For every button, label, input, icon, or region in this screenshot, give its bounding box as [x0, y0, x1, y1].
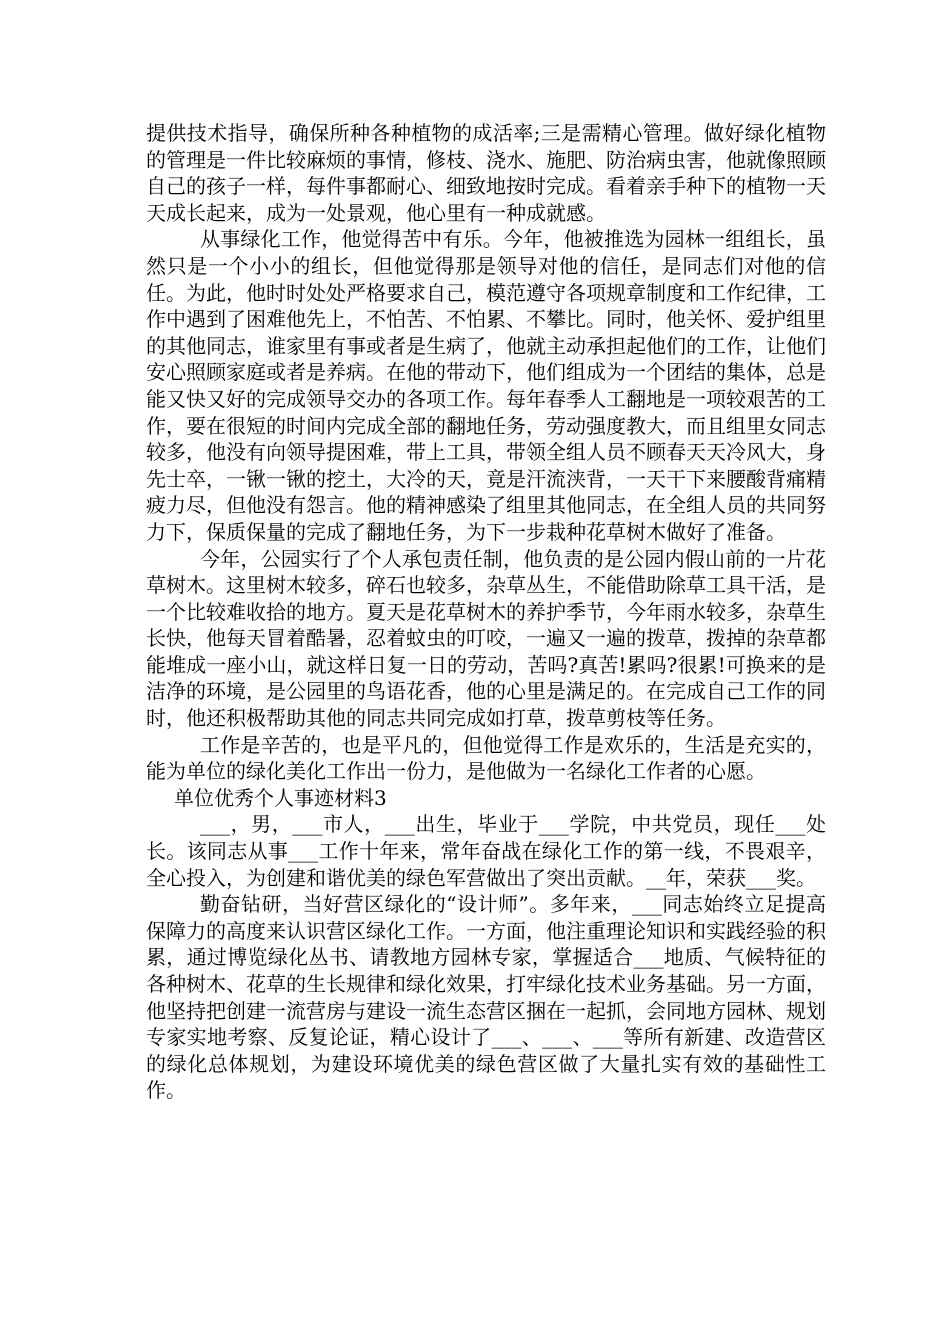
paragraph-group-leader: 从事绿化工作，他觉得苦中有乐。今年，他被推选为园林一组组长，虽然只是一个小小的组长，但他觉得那是领导对他的信任，是同志们对他的信任。为此，他时时处处严格要求自己，模范遵守各项规章制度和工作纪律，工作中遇到了困难他先上，不怕苦、不怕累、不攀比。同时，他关怀、爱护组里的其他同志，谁家里有事或者是生病了，他就主动承担起他们的工作，让他们安心照顾家庭或者是养病。在他的带动下，他们组成为一个团结的集体，总是能又快又好的完成领导交办的各项工作。每年春季人工翻地是一项较艰苦的工作，要在很短的时间内完成全部的翻地任务，劳动强度教大，而且组里女同志较多，他没有向领导提困难，带上工具，带领全组人员不顾春天天冷风大，身先士卒，一锹一锹的挖土，大冷的天，竟是汗流浃背，一天干下来腰酸背痛精疲力尽，但他没有怨言。他的精神感染了组里其他同志，在全组人员的共同努力下，保质保量的完成了翻地任务，为下一步栽种花草树木做好了准备。 — [146, 227, 826, 544]
paragraph-work-wish: 工作是辛苦的，也是平凡的，但他觉得工作是欢乐的，生活是充实的，能为单位的绿化美化工作出一份力，是他做为一名绿化工作者的心愿。 — [146, 732, 826, 784]
section-heading: 单位优秀个人事迹材料3 — [174, 785, 387, 810]
paragraph-contract-responsibility: 今年，公园实行了个人承包责任制，他负责的是公园内假山前的一片花草树木。这里树木较多，碎石也较多，杂草丛生，不能借助除草工具干活，是一个比较难收拾的地方。夏天是花草树木的养护季节，今年雨水较多，杂草生长快，他每天冒着酷暑，忍着蚊虫的叮咬，一遍又一遍的拨草，拨掉的杂草都能堆成一座小山，就这样日复一日的劳动，苦吗?真苦!累吗?很累!可换来的是洁净的环境，是公园里的鸟语花香，他的心里是满足的。在完成自己工作的同时，他还积极帮助其他的同志共同完成如打草，拨草剪枝等任务。 — [146, 546, 826, 731]
paragraph-profile: ___，男，___市人，___出生，毕业于___学院，中共党员，现任___处长。该同志从事___工作十年来，常年奋战在绿化工作的第一线，不畏艰辛，全心投入，为创建和谐优美的绿色军营做出了突出贡献。__年，荣获___奖。 — [146, 812, 826, 890]
paragraph-designer: 勤奋钻研，当好营区绿化的“设计师”。多年来，___同志始终立足提高保障力的高度来认识营区绿化工作。一方面，他注重理论知识和实践经验的积累，通过博览绿化丛书、请教地方园林专家，掌握适合___地质、气候特征的各种树木、花草的生长规律和绿化效果，打牢绿化技术业务基础。另一方面，他坚持把创建一流营房与建设一流生态营区捆在一起抓，会同地方园林、规划专家实地考察、反复论证，精心设计了___、___、___等所有新建、改造营区的绿化总体规划，为建设环境优美的绿色营区做了大量扎实有效的基础性工作。 — [146, 892, 826, 1103]
paragraph-continuation: 提供技术指导，确保所种各种植物的成活率;三是需精心管理。做好绿化植物的管理是一件比较麻烦的事情，修枝、浇水、施肥、防治病虫害，他就像照顾自己的孩子一样，每件事都耐心、细致地按时完成。看着亲手种下的植物一天天成长起来，成为一处景观，他心里有一种成就感。 — [146, 121, 826, 225]
document-body — [146, 120, 826, 1104]
